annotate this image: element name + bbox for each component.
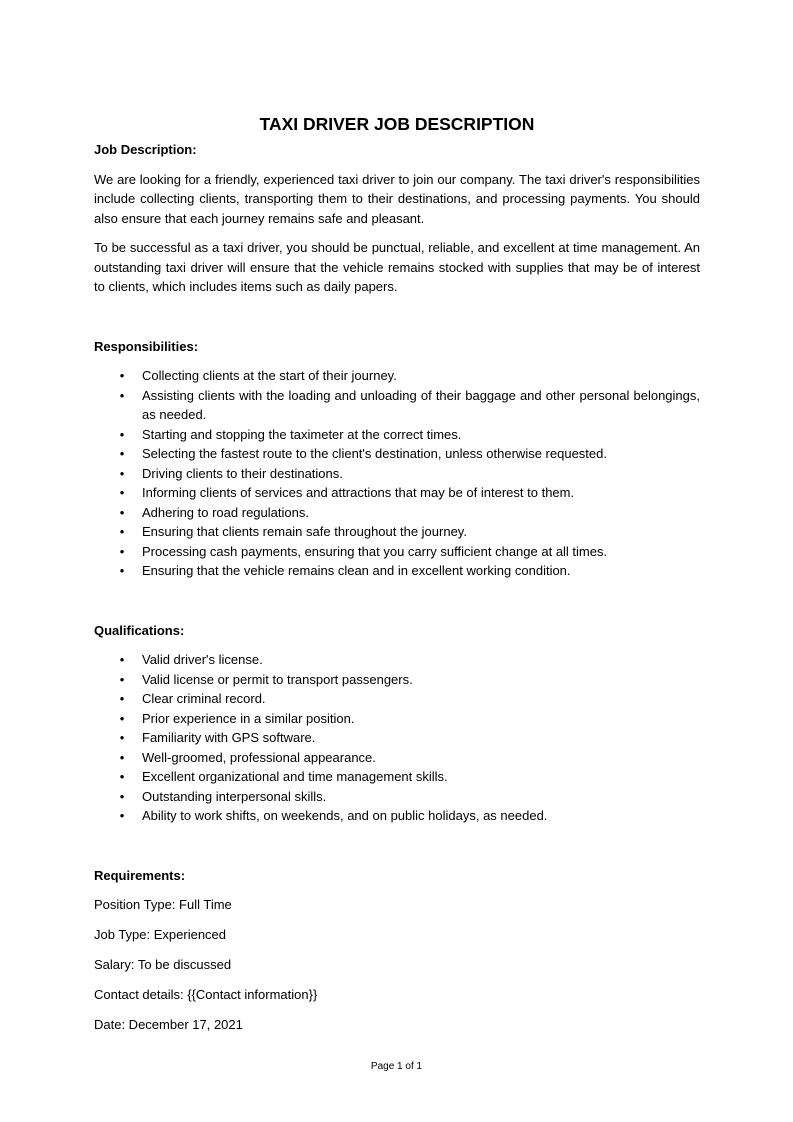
list-item-text: Excellent organizational and time management skills. bbox=[142, 769, 448, 784]
section-spacer bbox=[94, 826, 700, 866]
qualifications-heading: Qualifications: bbox=[94, 622, 185, 638]
contact-details-line: Contact details: {{Contact information}} bbox=[94, 987, 318, 1002]
list-item-text: Valid driver's license. bbox=[142, 652, 263, 667]
list-item bbox=[94, 806, 700, 826]
job-description-section bbox=[94, 140, 700, 297]
list-item-text: Driving clients to their destinations. bbox=[142, 465, 343, 481]
responsibilities-list bbox=[94, 366, 700, 581]
bullet-icon: • bbox=[119, 543, 125, 559]
job-type-line: Job Type: Experienced bbox=[94, 927, 227, 942]
list-item bbox=[94, 542, 700, 562]
list-item-text: Well-groomed, professional appearance. bbox=[142, 749, 376, 765]
job-description-paragraph: We are looking for a friendly, experienced taxi driver to join our company. The taxi driver's responsibilities include collecting clients, transporting them to their destinations, and processing payments. You should also ensure that each journey remains safe and pleasant. bbox=[94, 171, 700, 226]
bullet-icon: • bbox=[119, 691, 125, 706]
list-item-text: Familiarity with GPS software. bbox=[142, 730, 316, 745]
list-item bbox=[94, 366, 700, 386]
bullet-icon: • bbox=[119, 485, 125, 500]
job-description-heading: Job Description: bbox=[94, 142, 197, 157]
document-page bbox=[94, 112, 700, 1045]
bullet-icon: • bbox=[119, 368, 125, 383]
list-item-text: Informing clients of services and attractions that may be of interest to them. bbox=[142, 485, 575, 500]
requirements-section bbox=[94, 866, 700, 1035]
job-description-paragraph: To be successful as a taxi driver, you should be punctual, reliable, and excellent at time management. An outstanding taxi driver will ensure that the vehicle remains stocked with supplies that may be of interest to clients, which includes items such as daily papers. bbox=[94, 240, 700, 294]
list-item-text: Starting and stopping the taximeter at the correct times. bbox=[142, 426, 462, 442]
date-line: Date: December 17, 2021 bbox=[94, 1017, 243, 1032]
list-item bbox=[94, 748, 700, 768]
list-item bbox=[94, 787, 700, 807]
list-item bbox=[94, 522, 700, 542]
document-title: TAXI DRIVER JOB DESCRIPTION bbox=[259, 114, 535, 134]
list-item-text: Adhering to road regulations. bbox=[142, 504, 309, 520]
responsibilities-heading: Responsibilities: bbox=[94, 338, 199, 354]
responsibilities-section bbox=[94, 337, 700, 581]
bullet-icon: • bbox=[119, 504, 125, 520]
requirements-lines bbox=[94, 895, 700, 1035]
list-item bbox=[94, 728, 700, 748]
list-item bbox=[94, 386, 700, 425]
list-item-text: Outstanding interpersonal skills. bbox=[142, 788, 327, 804]
bullet-icon: • bbox=[119, 524, 125, 539]
salary-line: Salary: To be discussed bbox=[94, 957, 232, 972]
bullet-icon: • bbox=[119, 465, 125, 481]
bullet-icon: • bbox=[119, 769, 125, 784]
requirements-heading: Requirements: bbox=[94, 867, 186, 883]
list-item bbox=[94, 561, 700, 581]
list-item bbox=[94, 670, 700, 690]
list-item bbox=[94, 650, 700, 670]
bullet-icon: • bbox=[119, 652, 125, 667]
list-item-text: Ensuring that clients remain safe throughout the journey. bbox=[142, 524, 467, 539]
list-item-text: Ensuring that the vehicle remains clean and in excellent working condition. bbox=[142, 563, 571, 578]
list-item bbox=[94, 444, 700, 464]
list-item bbox=[94, 425, 700, 445]
bullet-icon: • bbox=[119, 730, 125, 745]
list-item bbox=[94, 483, 700, 503]
list-item-text: Clear criminal record. bbox=[142, 691, 266, 706]
list-item-text: Ability to work shifts, on weekends, and on public holidays, as needed. bbox=[142, 808, 548, 823]
bullet-icon: • bbox=[119, 710, 125, 726]
list-item-text: Assisting clients with the loading and unloading of their baggage and other personal belongings, as needed. bbox=[142, 387, 700, 422]
page-footer: Page 1 of 1 bbox=[370, 1061, 423, 1072]
qualifications-section bbox=[94, 621, 700, 826]
bullet-icon: • bbox=[119, 808, 125, 823]
bullet-icon: • bbox=[119, 563, 125, 578]
bullet-icon: • bbox=[119, 671, 125, 687]
section-spacer bbox=[94, 581, 700, 621]
list-item-text: Valid license or permit to transport passengers. bbox=[142, 671, 413, 687]
bullet-icon: • bbox=[119, 788, 125, 804]
list-item-text: Processing cash payments, ensuring that you carry sufficient change at all times. bbox=[142, 543, 608, 559]
bullet-icon: • bbox=[119, 446, 125, 461]
bullet-icon: • bbox=[119, 749, 125, 765]
bullet-icon: • bbox=[119, 387, 125, 403]
list-item bbox=[94, 689, 700, 709]
bullet-icon: • bbox=[119, 426, 125, 442]
list-item bbox=[94, 767, 700, 787]
qualifications-list bbox=[94, 650, 700, 826]
list-item-text: Prior experience in a similar position. bbox=[142, 710, 355, 726]
list-item-text: Collecting clients at the start of their journey. bbox=[142, 368, 397, 383]
list-item bbox=[94, 503, 700, 523]
list-item-text: Selecting the fastest route to the client's destination, unless otherwise requested. bbox=[142, 446, 607, 461]
list-item bbox=[94, 464, 700, 484]
list-item bbox=[94, 709, 700, 729]
position-type-line: Position Type: Full Time bbox=[94, 897, 232, 912]
section-spacer bbox=[94, 297, 700, 337]
